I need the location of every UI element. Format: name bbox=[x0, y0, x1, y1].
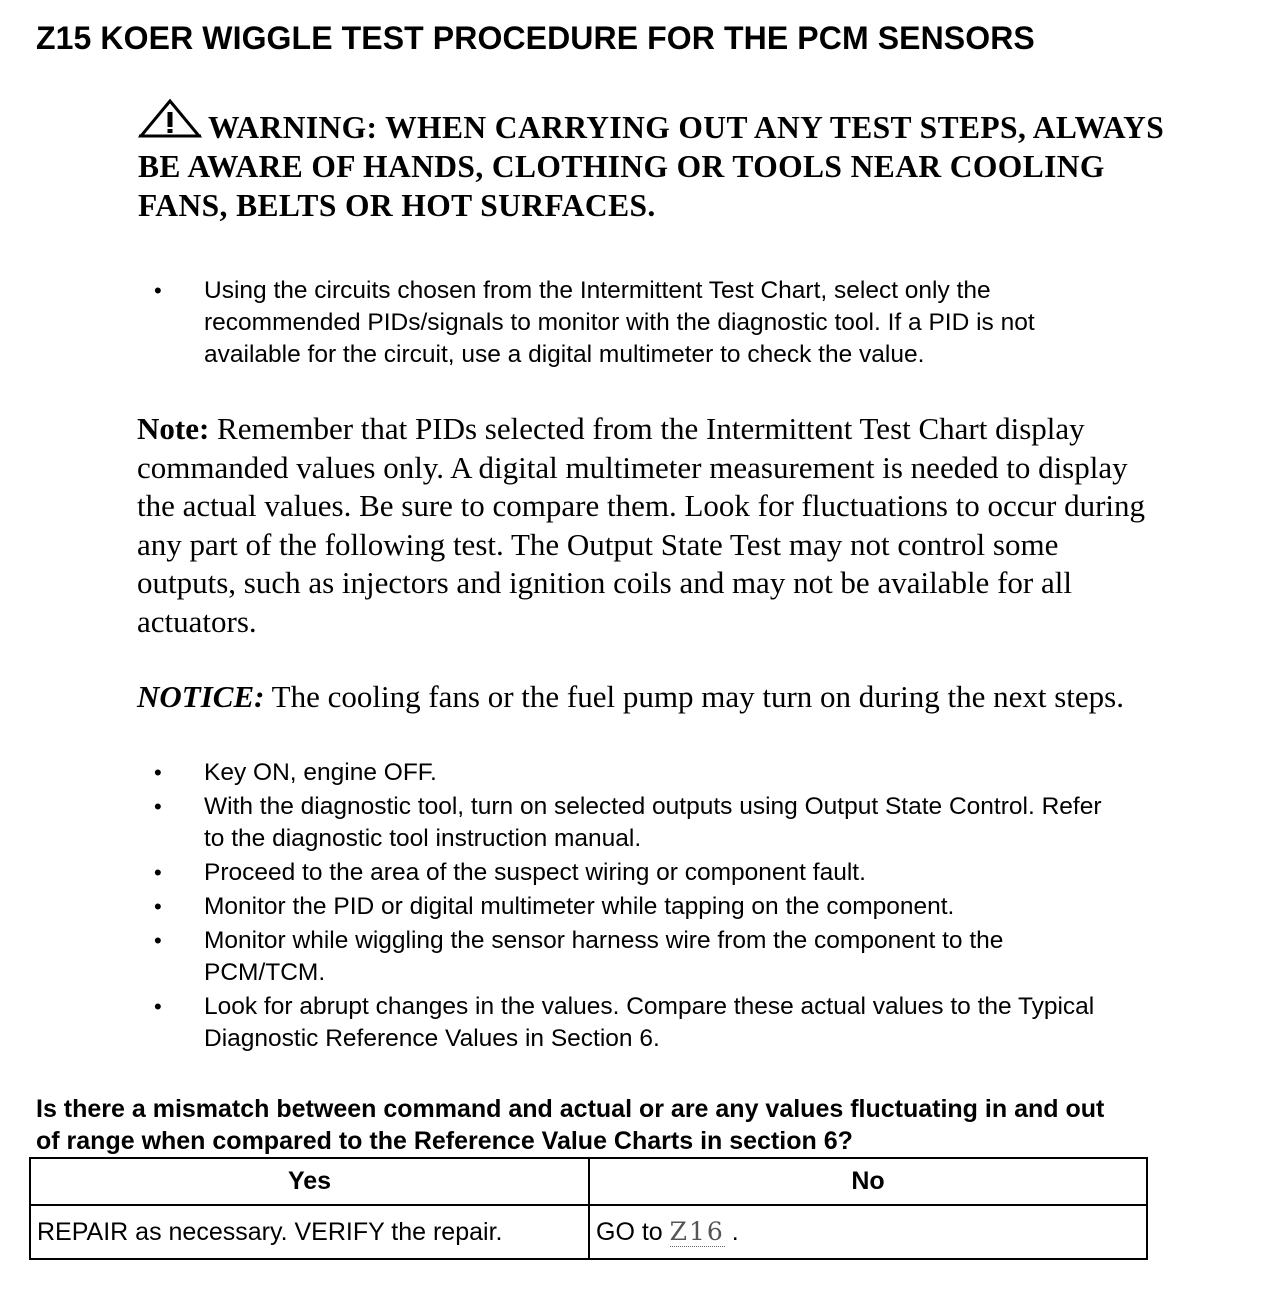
intro-bullet-list bbox=[0, 275, 1264, 373]
notice-paragraph bbox=[137, 678, 1124, 716]
no-action-prefix: GO to bbox=[596, 1218, 670, 1246]
header-no: No bbox=[589, 1158, 1147, 1205]
note-label: Note: bbox=[137, 411, 210, 446]
list-item bbox=[0, 791, 1234, 855]
bullet-text: Key ON, engine OFF. bbox=[204, 759, 437, 786]
bullet-text: Using the circuits chosen from the Intermittent Test Chart, select only the bbox=[204, 277, 991, 304]
table-header-row bbox=[30, 1158, 1147, 1205]
bullet-text: With the diagnostic tool, turn on selected outputs using Output State Control. Refer bbox=[204, 793, 1102, 820]
note-paragraph bbox=[137, 410, 1247, 641]
note-text: any part of the following test. The Output State Test may not control some bbox=[137, 526, 1059, 562]
list-item bbox=[0, 891, 1234, 923]
list-item bbox=[0, 925, 1234, 989]
header-yes: Yes bbox=[30, 1158, 589, 1205]
bullet-text: Monitor while wiggling the sensor harness wire from the component to the bbox=[204, 927, 1004, 954]
warning-text-2: BE AWARE OF HANDS, CLOTHING OR TOOLS NEAR COOLING bbox=[138, 149, 1105, 184]
warning-text-3: FANS, BELTS OR HOT SURFACES. bbox=[138, 188, 656, 223]
bullet-text: Diagnostic Reference Values in Section 6. bbox=[204, 1025, 660, 1052]
notice-text: The cooling fans or the fuel pump may turn on during the next steps. bbox=[264, 679, 1124, 714]
bullet-marker: • bbox=[154, 994, 162, 1019]
question-text: of range when compared to the Reference Value Charts in section 6? bbox=[36, 1127, 853, 1155]
table-row bbox=[30, 1205, 1147, 1259]
notice-label: NOTICE: bbox=[137, 679, 265, 714]
steps-bullet-list bbox=[0, 757, 1264, 1057]
warning-triangle-icon bbox=[138, 98, 202, 140]
bullet-text: Proceed to the area of the suspect wiring or component fault. bbox=[204, 859, 866, 886]
bullet-marker: • bbox=[154, 760, 162, 785]
bullet-marker: • bbox=[154, 278, 162, 303]
bullet-text: Monitor the PID or digital multimeter while tapping on the component. bbox=[204, 893, 955, 920]
bullet-marker: • bbox=[154, 794, 162, 819]
bullet-text: available for the circuit, use a digital multimeter to check the value. bbox=[204, 341, 925, 368]
note-text: actuators. bbox=[137, 603, 257, 639]
answer-table bbox=[29, 1157, 1148, 1260]
bullet-text: Look for abrupt changes in the values. Compare these actual values to the Typical bbox=[204, 993, 1095, 1020]
bullet-text: recommended PIDs/signals to monitor with the diagnostic tool. If a PID is not bbox=[204, 309, 1035, 336]
note-text: Remember that PIDs selected from the Intermittent Test Chart display bbox=[209, 411, 1085, 446]
no-action bbox=[589, 1205, 1147, 1259]
go-to-z16-link[interactable]: Z16 bbox=[669, 1217, 725, 1246]
warning-line-1 bbox=[138, 98, 1238, 147]
list-item bbox=[0, 275, 1234, 371]
note-text: the actual values. Be sure to compare them. Look for fluctuations to occur during bbox=[137, 488, 1146, 523]
bullet-marker: • bbox=[154, 894, 162, 919]
bullet-text: PCM/TCM. bbox=[204, 959, 326, 986]
bullet-marker: • bbox=[154, 928, 162, 953]
decision-question bbox=[36, 1093, 1104, 1157]
note-text: outputs, such as injectors and ignition coils and may not be available for all bbox=[137, 565, 1072, 600]
bullet-marker: • bbox=[154, 860, 162, 885]
list-item bbox=[0, 757, 1234, 789]
list-item bbox=[0, 857, 1234, 889]
warning-block bbox=[138, 98, 1238, 225]
list-item bbox=[0, 991, 1234, 1055]
no-action-suffix: . bbox=[724, 1218, 739, 1246]
warning-text-1: WARNING: WHEN CARRYING OUT ANY TEST STEPS, ALWAYS bbox=[208, 110, 1165, 145]
bullet-text: to the diagnostic tool instruction manual. bbox=[204, 825, 642, 852]
page-title: Z15 KOER WIGGLE TEST PROCEDURE FOR THE PCM SENSORS bbox=[36, 20, 1035, 56]
note-text: commanded values only. A digital multimeter measurement is needed to display bbox=[137, 449, 1128, 485]
question-text: Is there a mismatch between command and actual or are any values fluctuating in and out bbox=[36, 1095, 1105, 1123]
yes-action: REPAIR as necessary. VERIFY the repair. bbox=[30, 1205, 589, 1259]
